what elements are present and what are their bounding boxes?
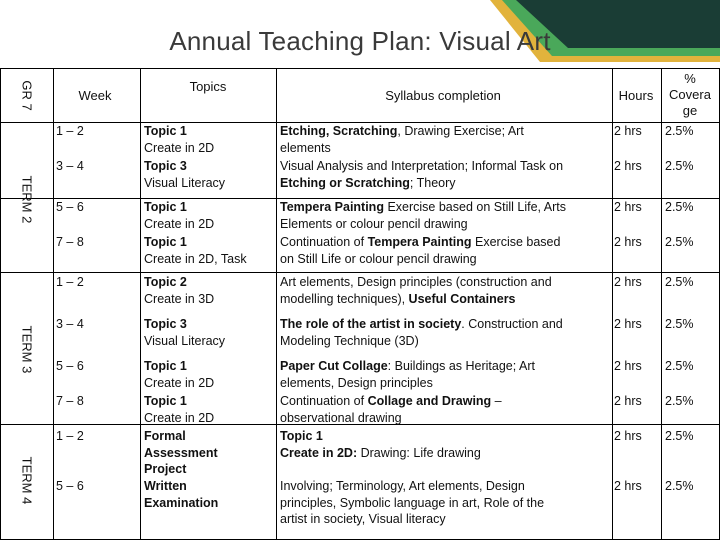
term-4-label: TERM 4 — [19, 456, 35, 505]
grade-label: GR 7 — [19, 80, 35, 111]
header-topics: Topics — [189, 79, 227, 94]
page-title: Annual Teaching Plan: Visual Art — [169, 26, 551, 56]
header-syllabus: Syllabus completion — [385, 88, 501, 103]
term-2-label: TERM 2 — [19, 175, 35, 224]
header-percent: % Covera ge — [669, 71, 711, 118]
term-3-label: TERM 3 — [19, 325, 35, 374]
header-hours: Hours — [618, 88, 654, 103]
header-week: Week — [78, 88, 112, 103]
